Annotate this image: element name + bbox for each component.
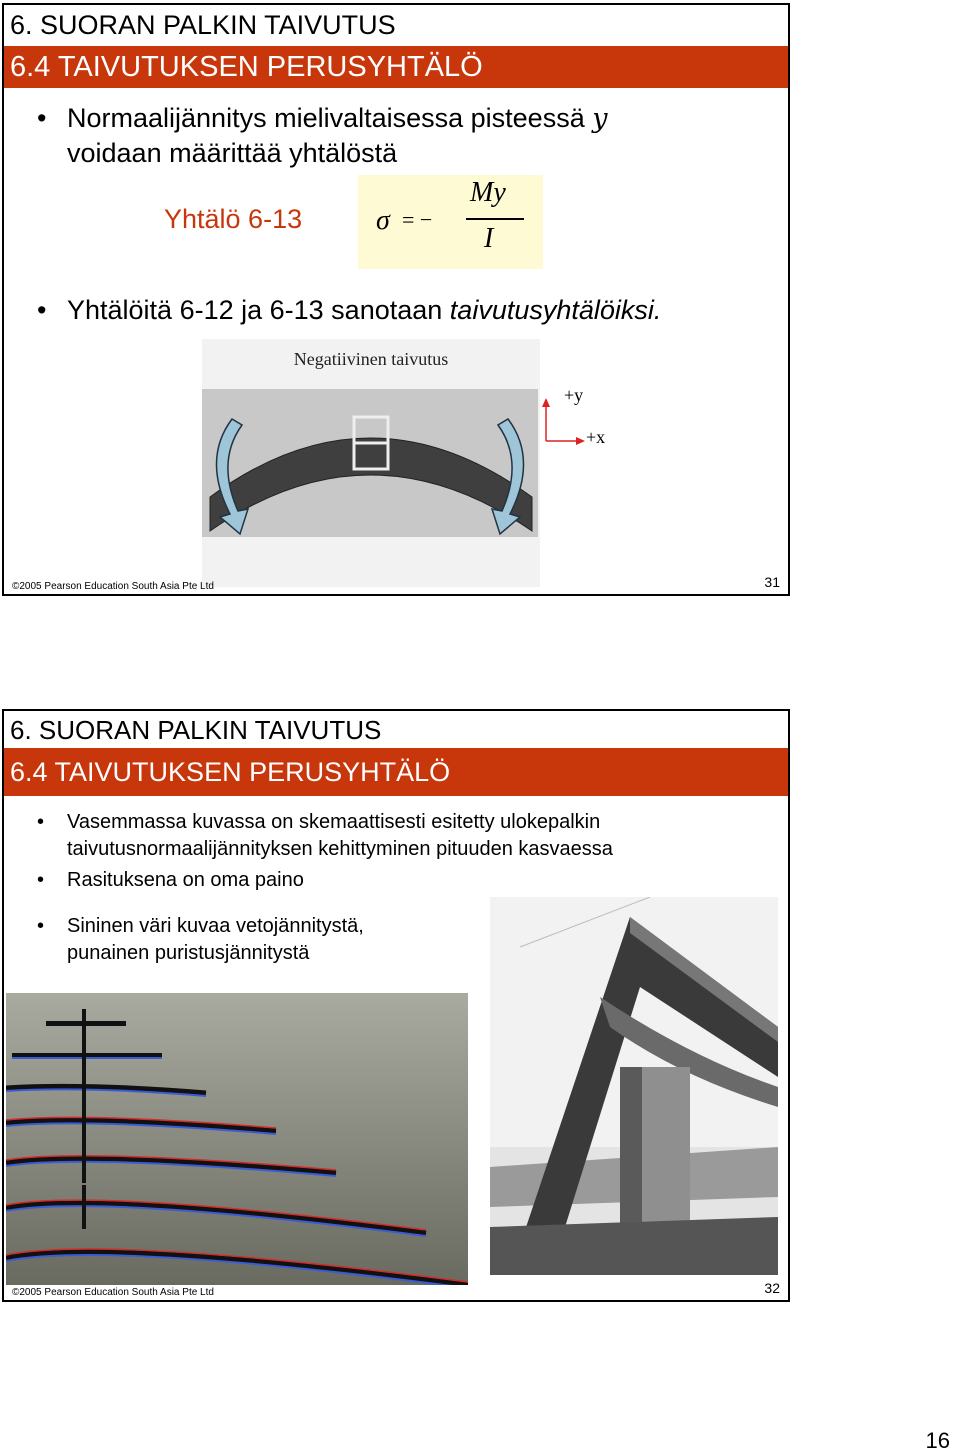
bullet-item (4, 293, 764, 328)
bullet-text: Sininen väri kuvaa vetojännitystä, punainen puristusjännitystä (67, 915, 364, 964)
negative-bending-figure (202, 339, 540, 587)
bullet-list-2 (4, 913, 434, 967)
bullet-item (4, 867, 764, 894)
axis-x-label: +x (586, 427, 606, 447)
page-number: 16 (925, 1428, 950, 1453)
copyright-footer (12, 581, 214, 592)
figure-title: Negatiivinen taivutus (293, 349, 449, 369)
footer-text: 2005 Pearson Education South Asia Pte Ltd (19, 1287, 214, 1298)
beam-photo (202, 339, 540, 587)
equation-label: Yhtälö 6-13 (164, 204, 303, 234)
equation-denominator: I (484, 223, 494, 254)
copyright-icon: © (12, 1287, 20, 1298)
footer-text: 2005 Pearson Education South Asia Pte Ltd (19, 581, 214, 592)
slide-number: 32 (764, 1280, 780, 1296)
equation-sigma: σ (376, 205, 390, 236)
chapter-title: 6. SUORAN PALKIN TAIVUTUS (4, 5, 788, 46)
axis-y-label: +y (564, 385, 584, 405)
bullet-italic-term: taivutusyhtälöiksi. (449, 295, 662, 325)
bullet-text: Rasituksena on oma paino (67, 869, 304, 891)
slide-32 (2, 709, 790, 1302)
bullet-dot-icon: • (37, 103, 47, 133)
bullet-text-line2: voidaan määrittää yhtälöstä (67, 138, 398, 168)
bullet-list (4, 101, 764, 171)
equation-sign: = − (402, 207, 433, 232)
section-title-bar: 6.4 TAIVUTUKSEN PERUSYHTÄLÖ (4, 46, 788, 88)
bullet-dot-icon: • (37, 295, 47, 325)
section-title-bar: 6.4 TAIVUTUKSEN PERUSYHTÄLÖ (4, 748, 788, 796)
bullet-text: Vasemmassa kuvassa on skemaattisesti esitetty ulokepalkin taivutusnormaalijännityksen kehittyminen pituuden kasvaessa (67, 811, 613, 860)
bridge-photo (490, 897, 778, 1275)
bullet-text: Yhtälöitä 6-12 ja 6-13 sanotaan (67, 295, 443, 325)
bullet-item (4, 913, 434, 967)
fraction-line (466, 218, 524, 220)
slide-number: 31 (764, 574, 780, 590)
cantilever-stress-diagram (6, 993, 468, 1285)
bullet-list (4, 809, 764, 894)
equation-box (358, 175, 543, 269)
bullet-text: Normaalijännitys mielivaltaisessa pisteessä (67, 103, 585, 133)
bullet-dot-icon: • (37, 811, 45, 833)
bullet-variable: y (592, 103, 608, 134)
bullet-dot-icon: • (37, 915, 45, 937)
equation-numerator: My (470, 177, 506, 208)
slide-31 (2, 3, 790, 596)
bullet-list-2 (4, 293, 764, 328)
bullet-item (4, 809, 764, 863)
bullet-dot-icon: • (37, 869, 45, 891)
copyright-icon: © (12, 581, 20, 592)
copyright-footer (12, 1287, 214, 1298)
chapter-title: 6. SUORAN PALKIN TAIVUTUS (4, 711, 788, 748)
bullet-item (4, 101, 764, 171)
